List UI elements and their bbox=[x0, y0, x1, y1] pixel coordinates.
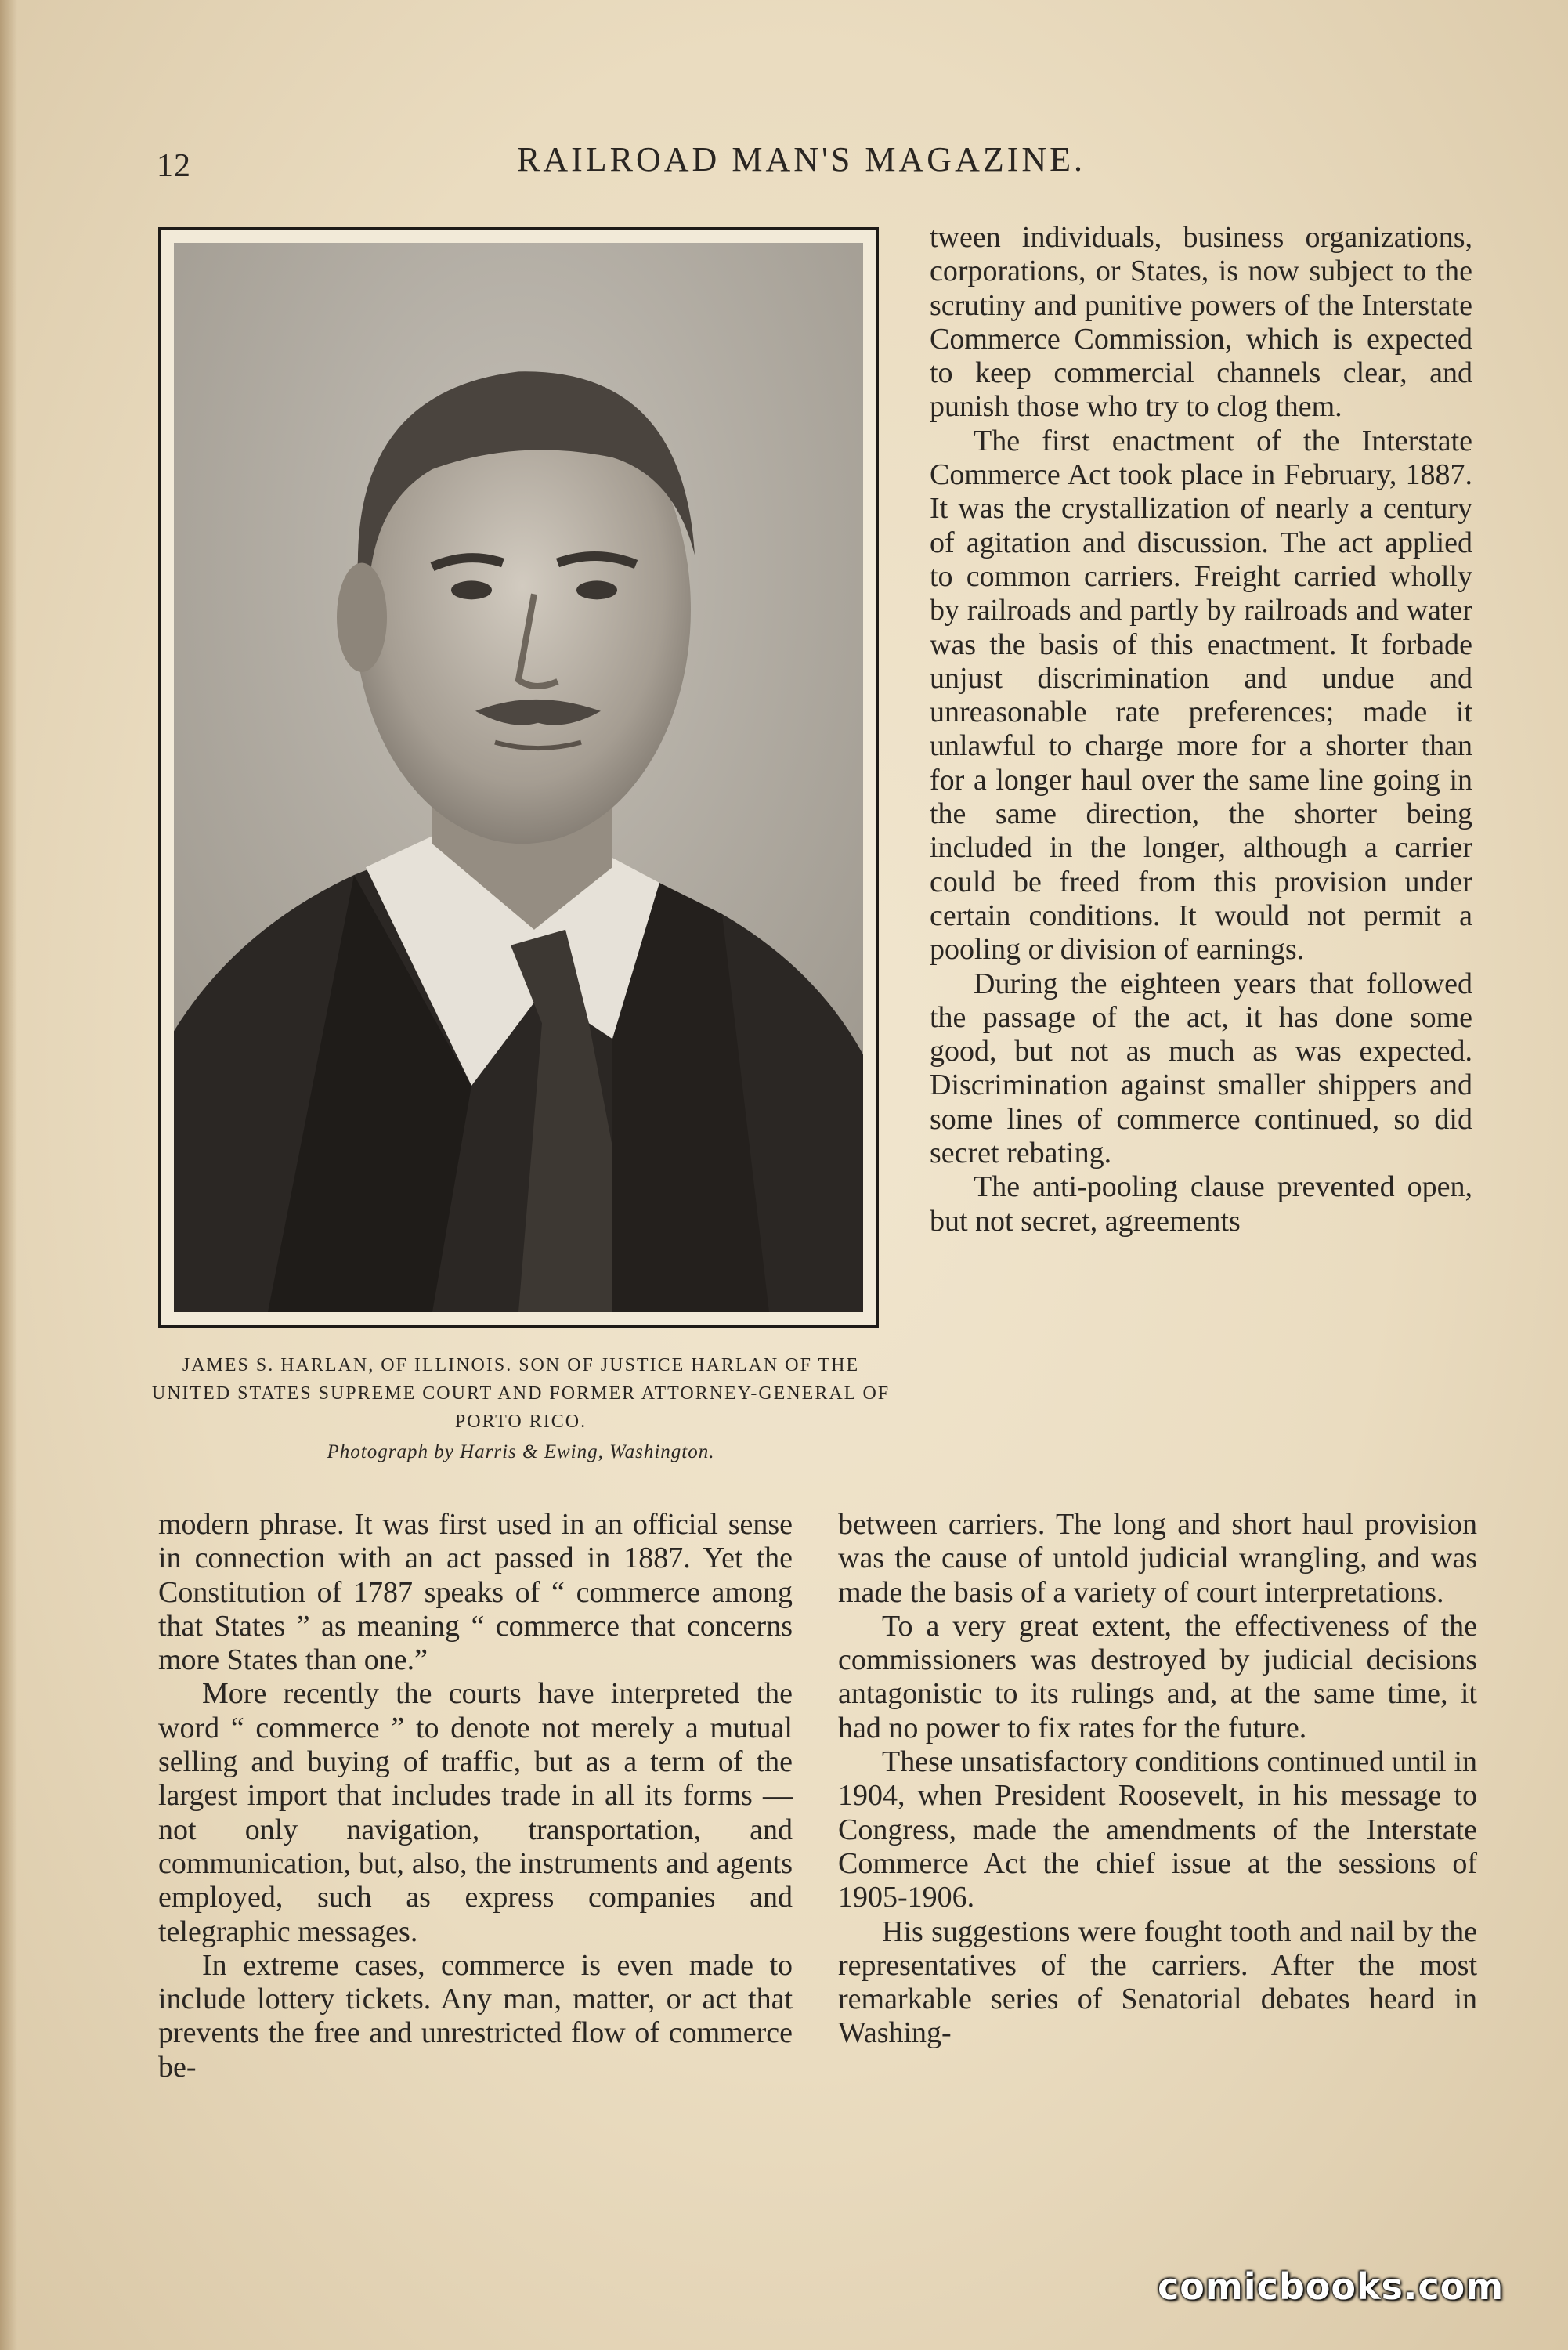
paragraph: between carriers. The long and short haul provision was the cause of untold judicial wrangling, and was made the basis of a variety of court interpretations. bbox=[838, 1508, 1477, 1609]
paragraph: His suggestions were fought tooth and nail by the representatives of the carriers. After the most remarkable series of Senatorial debates heard in Washing- bbox=[838, 1914, 1477, 2050]
left-column-bottom bbox=[158, 1508, 793, 2084]
journal-title: RAILROAD MAN'S MAGAZINE. bbox=[517, 140, 1086, 179]
photo-credit: Photograph by Harris & Ewing, Washington. bbox=[327, 1441, 715, 1462]
right-column-top bbox=[930, 221, 1472, 1238]
paragraph: tween individuals, business organizations, corporations, or States, is now subject to the scrutiny and punitive powers of the Interstate Commerce Commission, which is expected to keep commercial channels clear, and punish those who try to clog them. bbox=[930, 221, 1472, 424]
portrait-image bbox=[174, 243, 863, 1312]
paragraph: More recently the courts have interpreted the word “ commerce ” to denote not merely a mutual selling and buying of traffic, but as a term of the largest import that includes trade in all its forms —not only navigation, transportation, and communication, but, also, the instruments and agents employed, such as express companies and telegraphic messages. bbox=[158, 1677, 793, 1948]
paragraph: During the eighteen years that followed the passage of the act, it has done some good, but not as much as was expected. Discrimination against smaller shippers and some lines of commerce continued, so did secret rebating. bbox=[930, 967, 1472, 1170]
paragraph: modern phrase. It was first used in an official sense in connection with an act passed in 1887. Yet the Constitution of 1787 speaks of “ commerce among that States ” as meaning “ commerce that concerns more States than one.” bbox=[158, 1508, 793, 1677]
page-number: 12 bbox=[157, 148, 191, 184]
running-head bbox=[157, 139, 1480, 194]
paragraph: The first enactment of the Interstate Commerce Act took place in February, 1887. It was the crystallization of nearly a century of agitation and discussion. The act applied to common carriers. Freight carried wholly by railroads and partly by railroads and water was the basis of this enactment. It forbade unjust discrimination and undue and unreasonable rate preferences; made it unlawful to charge more for a shorter than for a longer haul over the same line going in the same direction, the shorter being included in the longer, although a carrier could be freed from this provision under certain conditions. It would not permit a pooling or division of earnings. bbox=[930, 424, 1472, 967]
page-edge bbox=[0, 0, 17, 2350]
portrait-photo bbox=[158, 227, 879, 1328]
watermark: comicbooks.com bbox=[1158, 2265, 1505, 2308]
paragraph: These unsatisfactory conditions continued until in 1904, when President Roosevelt, in his message to Congress, made the amendments of the Interstate Commerce Act the chief issue at the sessions of 1905-1906. bbox=[838, 1745, 1477, 1914]
right-column-bottom bbox=[838, 1508, 1477, 2051]
man-portrait-illustration bbox=[174, 243, 863, 1312]
paragraph: In extreme cases, commerce is even made to include lottery tickets. Any man, matter, or act that prevents the free and unrestricted flow of commerce be- bbox=[158, 1948, 793, 2084]
paragraph: The anti-pooling clause prevented open, but not secret, agreements bbox=[930, 1170, 1472, 1238]
paragraph: To a very great extent, the effectiveness of the commissioners was destroyed by judicial decisions antagonistic to its rulings and, at the same time, it had no power to fix rates for the future. bbox=[838, 1609, 1477, 1744]
figure-caption: JAMES S. HARLAN, OF ILLINOIS. SON OF JUSTICE HARLAN OF THE UNITED STATES SUPREME COURT AND FORMER ATTORNEY-GENERAL OF PORTO RICO. bbox=[151, 1355, 891, 1432]
